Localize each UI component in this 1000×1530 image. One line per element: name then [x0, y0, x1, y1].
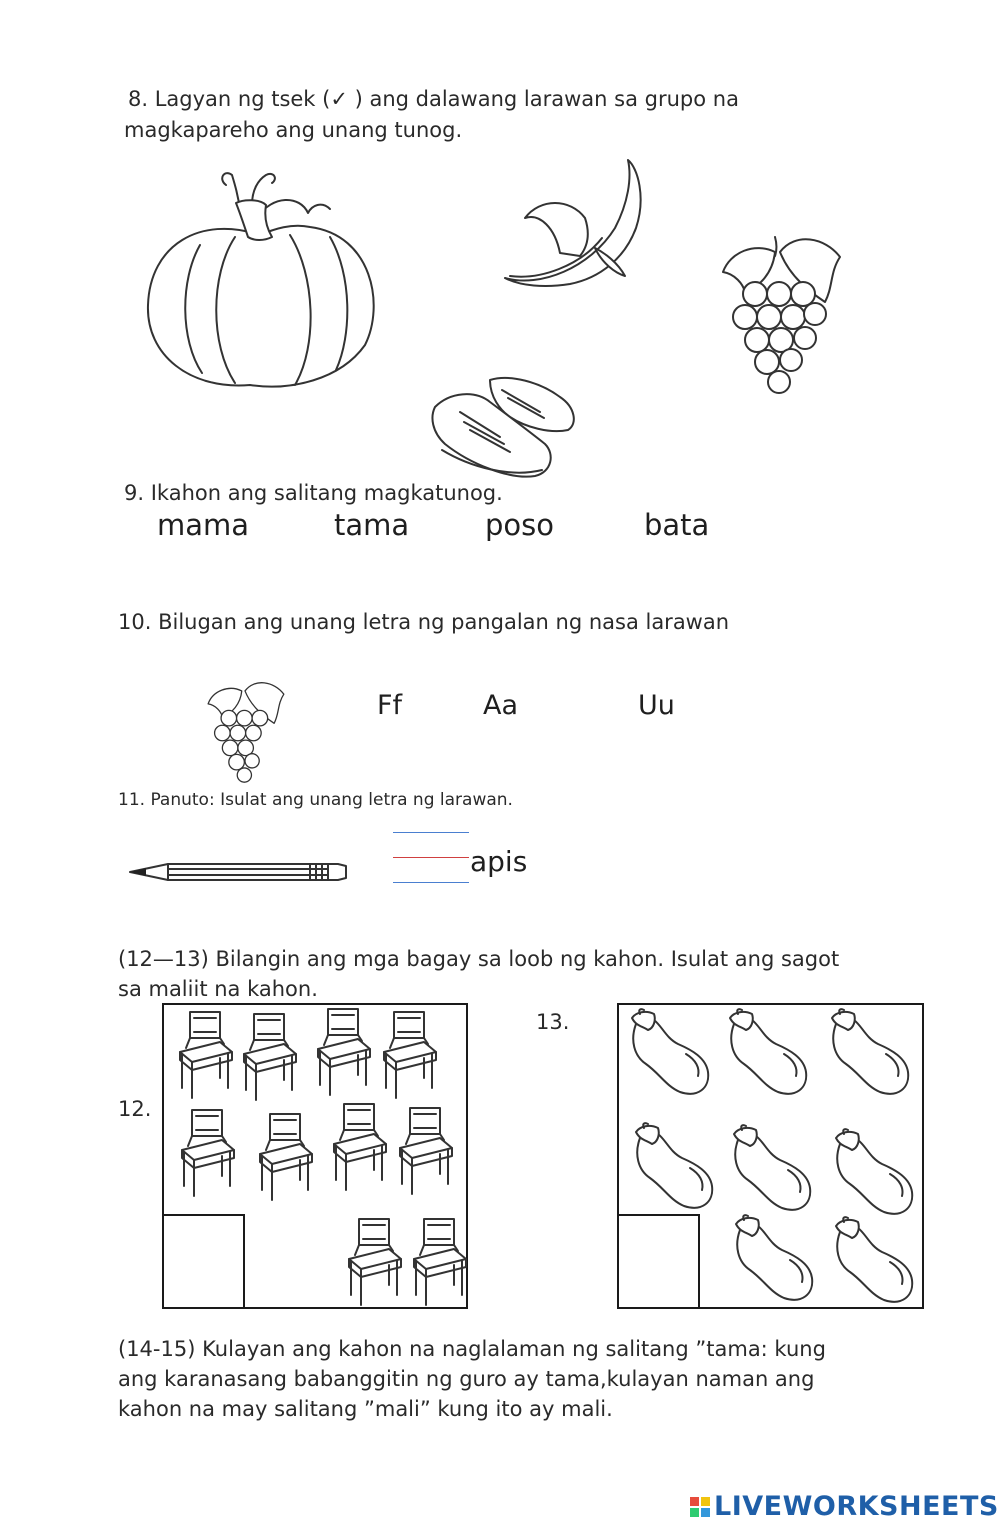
liveworksheets-mark-icon	[690, 1497, 710, 1517]
q10-letter-uu[interactable]: Uu	[638, 690, 675, 721]
q10-letter-ff[interactable]: Ff	[377, 690, 403, 721]
q14-15-instruction-line2: ang karanasang babanggitin ng guro ay tama,kulayan naman ang	[118, 1367, 815, 1391]
pumpkin-icon[interactable]	[140, 165, 380, 395]
pencil-icon	[128, 860, 350, 884]
liveworksheets-brand: LIVEWORKSHEETS	[714, 1491, 999, 1522]
chair-icon	[345, 1215, 403, 1307]
q11-instruction: 11. Panuto: Isulat ang unang letra ng larawan.	[118, 790, 513, 810]
shoes-icon[interactable]	[430, 372, 580, 482]
q10-instruction: 10. Bilugan ang unang letra ng pangalan ng nasa larawan	[118, 610, 730, 634]
q11-word-suffix: apis	[470, 845, 528, 878]
chair-icon	[330, 1100, 388, 1192]
chair-icon	[176, 1008, 234, 1100]
q12-answer-box[interactable]	[162, 1214, 245, 1309]
banana-icon[interactable]	[500, 158, 650, 288]
q12-label: 12.	[118, 1097, 152, 1121]
grapes-icon	[195, 678, 295, 788]
eggplant-icon	[830, 1130, 916, 1218]
eggplant-icon	[730, 1216, 816, 1304]
q9-word-mama[interactable]: mama	[157, 508, 250, 542]
chair-icon	[410, 1215, 468, 1307]
eggplant-icon	[630, 1124, 716, 1212]
q12-13-instruction-line2: sa maliit na kahon.	[118, 977, 318, 1001]
chair-icon	[314, 1005, 372, 1097]
eggplant-icon	[728, 1126, 814, 1214]
q9-word-bata[interactable]: bata	[644, 508, 710, 542]
chair-icon	[256, 1110, 314, 1202]
writing-line-bottom	[393, 882, 469, 883]
chair-icon	[380, 1008, 438, 1100]
liveworksheets-logo[interactable]	[690, 1491, 999, 1522]
eggplant-icon	[724, 1010, 810, 1098]
eggplant-icon	[826, 1010, 912, 1098]
eggplant-icon	[830, 1218, 916, 1306]
chair-icon	[396, 1104, 454, 1196]
q13-label: 13.	[536, 1010, 570, 1034]
q14-15-instruction-line3: kahon na may salitang ”mali” kung ito ay mali.	[118, 1397, 613, 1421]
q10-letter-aa[interactable]: Aa	[483, 690, 519, 721]
q11-answer-input[interactable]	[393, 833, 469, 881]
eggplant-icon	[626, 1010, 712, 1098]
q14-15-instruction-line1: (14-15) Kulayan ang kahon na naglalaman ng salitang ”tama: kung	[118, 1337, 826, 1361]
q9-word-tama[interactable]: tama	[334, 508, 410, 542]
chair-icon	[240, 1010, 298, 1102]
q8-instruction-line1: 8. Lagyan ng tsek (✓ ) ang dalawang larawan sa grupo na	[128, 87, 739, 111]
q9-instruction: 9. Ikahon ang salitang magkatunog.	[124, 481, 503, 505]
q9-word-poso[interactable]: poso	[485, 508, 555, 542]
q13-answer-box[interactable]	[617, 1214, 700, 1309]
grapes-icon[interactable]	[715, 232, 845, 402]
q12-13-instruction-line1: (12—13) Bilangin ang mga bagay sa loob ng kahon. Isulat ang sagot	[118, 947, 840, 971]
q8-instruction-line2: magkapareho ang unang tunog.	[124, 118, 463, 142]
chair-icon	[178, 1106, 236, 1198]
